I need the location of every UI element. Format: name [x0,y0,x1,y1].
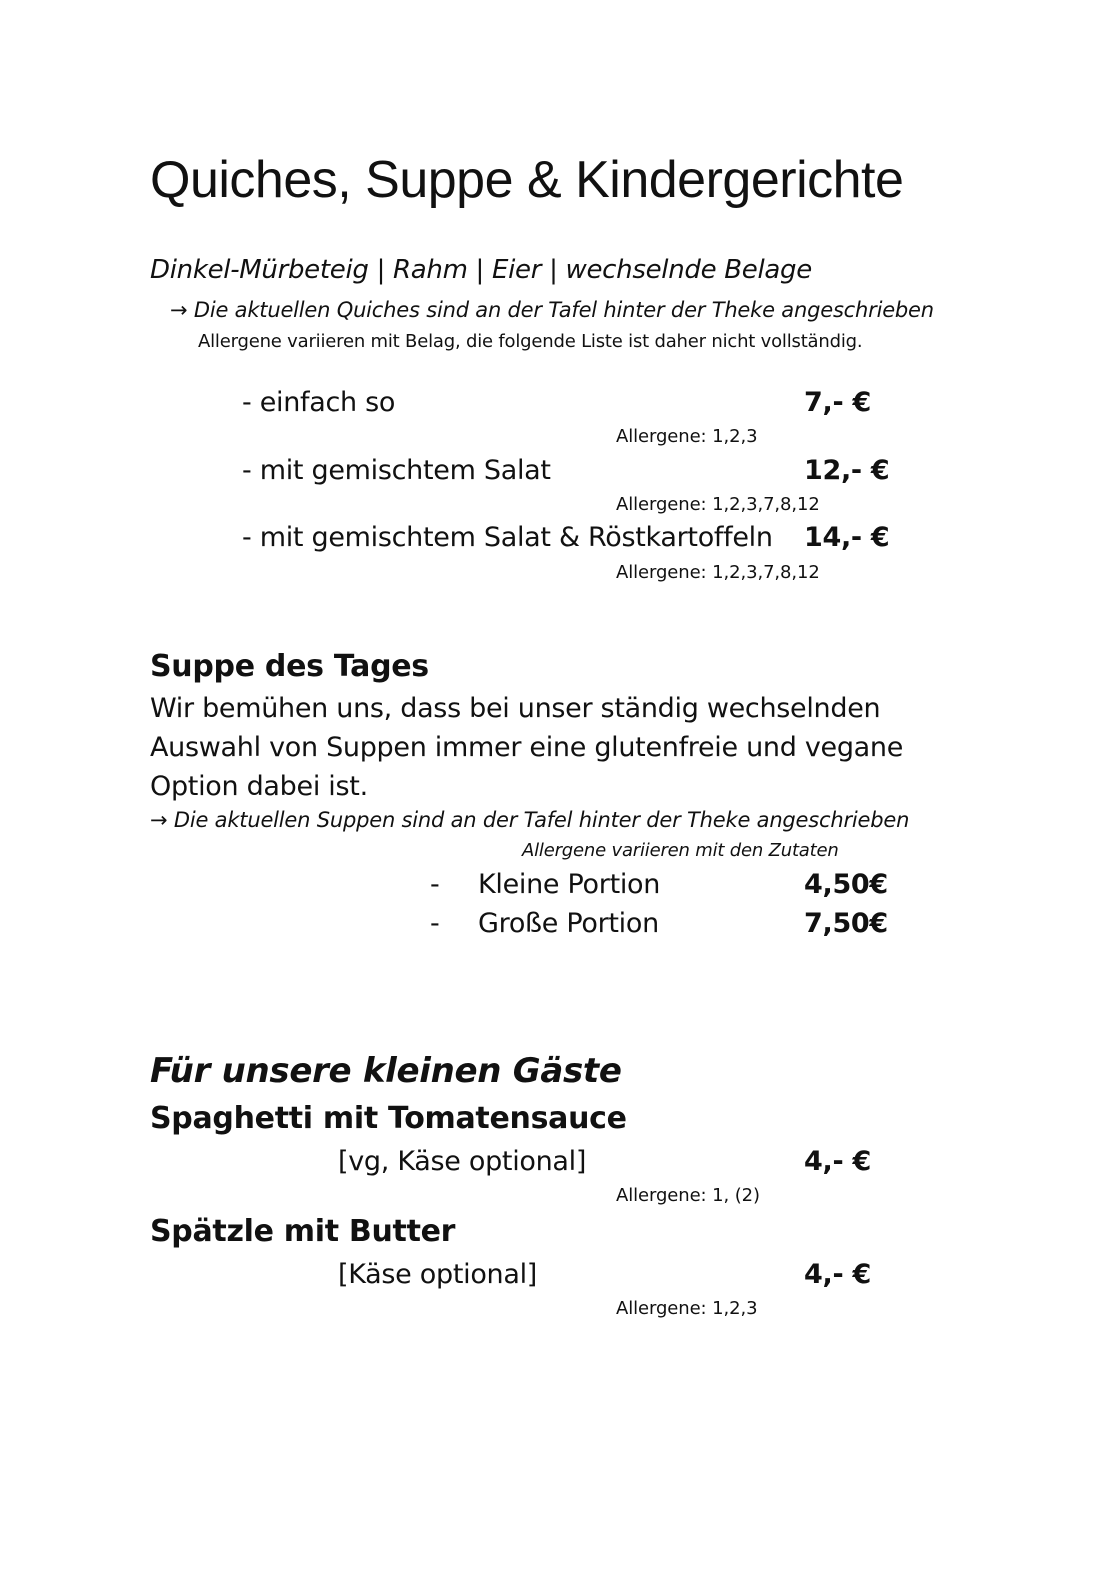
soup-text-line: Option dabei ist. [150,771,368,802]
quiche-item-name: - mit gemischtem Salat [242,455,551,486]
soup-item-name: Große Portion [478,908,659,939]
kids-dish-name: Spätzle mit Butter [150,1214,456,1249]
kids-dish-name: Spaghetti mit Tomatensauce [150,1101,627,1136]
page-title: Quiches, Suppe & Kindergerichte [150,151,904,209]
kids-dish-detail: [vg, Käse optional] [338,1146,587,1177]
kids-dish-price: 4,- € [804,1259,871,1290]
soup-allergen-note: Allergene variieren mit den Zutaten [522,840,839,861]
quiche-allergen-note: Allergene variieren mit Belag, die folgende Liste ist daher nicht vollständig. [198,331,863,352]
soup-item-name: Kleine Portion [478,869,661,900]
soup-text-line: Wir bemühen uns, dass bei unser ständig wechselnden [150,693,881,724]
quiche-item-price: 12,- € [804,455,890,486]
kids-dish-allergens: Allergene: 1,2,3 [616,1298,758,1319]
quiche-item-price: 14,- € [804,522,890,553]
kids-dish-detail: [Käse optional] [338,1259,538,1290]
quiche-item-name: - einfach so [242,387,396,418]
soup-note: → Die aktuellen Suppen sind an der Tafel hinter der Theke angeschrieben [150,808,910,832]
quiche-item-allergens: Allergene: 1,2,3,7,8,12 [616,562,820,583]
quiche-note: → Die aktuellen Quiches sind an der Tafel hinter der Theke angeschrieben [170,298,934,322]
quiche-item-name: - mit gemischtem Salat & Röstkartoffeln [242,522,773,553]
kids-dish-allergens: Allergene: 1, (2) [616,1185,760,1206]
soup-text-line: Auswahl von Suppen immer eine glutenfreie und vegane [150,732,904,763]
soup-item-price: 4,50€ [804,869,888,900]
kids-dish-price: 4,- € [804,1146,871,1177]
quiche-item-allergens: Allergene: 1,2,3,7,8,12 [616,494,820,515]
soup-heading: Suppe des Tages [150,649,429,684]
kids-heading: Für unsere kleinen Gäste [150,1051,622,1091]
soup-item-price: 7,50€ [804,908,888,939]
soup-item-dash: - [430,869,440,900]
quiche-subtitle: Dinkel-Mürbeteig | Rahm | Eier | wechselnde Belage [150,255,812,285]
soup-item-dash: - [430,908,440,939]
quiche-item-price: 7,- € [804,387,871,418]
quiche-item-allergens: Allergene: 1,2,3 [616,426,758,447]
